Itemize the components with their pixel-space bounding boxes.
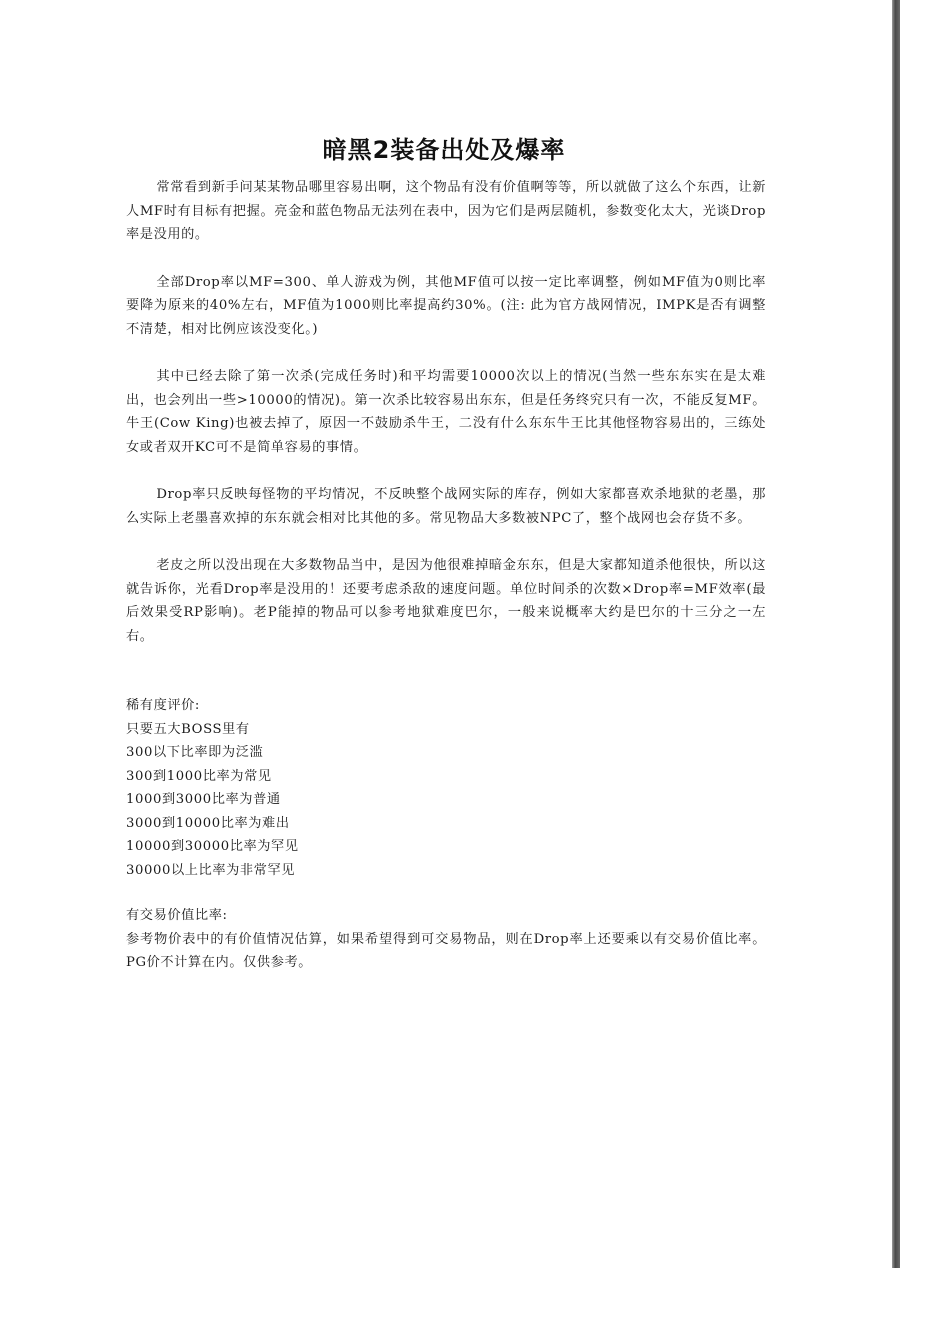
rarity-line: 300以下比率即为泛滥 — [126, 745, 264, 760]
paragraph-drop-average: Drop率只反映每怪物的平均情况，不反映整个战网实际的库存，例如大家都喜欢杀地狱的老墨，那么实际上老墨喜欢掉的东东就会相对比其他的多。常见物品大多数被NPC了，整个战网也会存货不多。 — [126, 487, 766, 526]
rarity-line: 30000以上比率为非常罕见 — [126, 862, 296, 878]
paragraph-exclusions: 其中已经去除了第一次杀(完成任务时)和平均需要10000次以上的情况(当然一些东东实在是太难出，也会列出一些>10000的情况)。第一次杀比较容易出东东，但是任务终究只有一次，不能反复MF。牛王(Cow King)也被去掉了，原因一不鼓励杀牛王，二没有什么东东牛王比其他怪物容易出的，三练处女或者双开KC可不是简单容易的事情。 — [126, 369, 766, 455]
rarity-line: 300到1000比率为常见 — [126, 768, 272, 784]
rarity-heading: 稀有度评价: — [126, 698, 200, 713]
paragraph-intro: 常常看到新手问某某物品哪里容易出啊，这个物品有没有价值啊等等，所以就做了这么个东西，让新人MF时有目标有把握。亮金和蓝色物品无法列在表中，因为它们是两层随机，参数变化太大，光谈Drop率是没用的。 — [126, 180, 766, 242]
trade-text: 参考物价表中的有价值情况估算，如果希望得到可交易物品，则在Drop率上还要乘以有交易价值比率。PG价不计算在内。仅供参考。 — [126, 931, 766, 970]
rarity-line: 只要五大BOSS里有 — [126, 721, 250, 737]
trade-section — [126, 904, 766, 975]
paragraph-drop-basis: 全部Drop率以MF=300、单人游戏为例，其他MF值可以按一定比率调整，例如MF值为0则比率要降为原来的40%左右，MF值为1000则比率提高约30%。(注: 此为官方战网情况，IMPK是否有调整不清楚，相对比例应该没变化。) — [126, 274, 766, 337]
paragraph-pindleskin: 老皮之所以没出现在大多数物品当中，是因为他很难掉暗金东东，但是大家都知道杀他很快，所以这就告诉你，光看Drop率是没用的！还要考虑杀敌的速度问题。单位时间杀的次数×Drop率=MF效率(最后效果受RP影响)。老P能掉的物品可以参考地狱难度巴尔，一般来说概率大约是巴尔的十三分之一左右。 — [126, 558, 766, 644]
document-title: 暗黑2装备出处及爆率 — [322, 136, 566, 165]
trade-heading: 有交易价值比率: — [126, 908, 228, 923]
rarity-section — [126, 694, 766, 882]
rarity-line: 1000到3000比率为普通 — [126, 792, 281, 807]
document-body — [126, 176, 766, 975]
rarity-line: 3000到10000比率为难出 — [126, 815, 290, 831]
rarity-line: 10000到30000比率为罕见 — [126, 839, 299, 854]
page-edge-scrollbar[interactable] — [892, 0, 900, 1268]
